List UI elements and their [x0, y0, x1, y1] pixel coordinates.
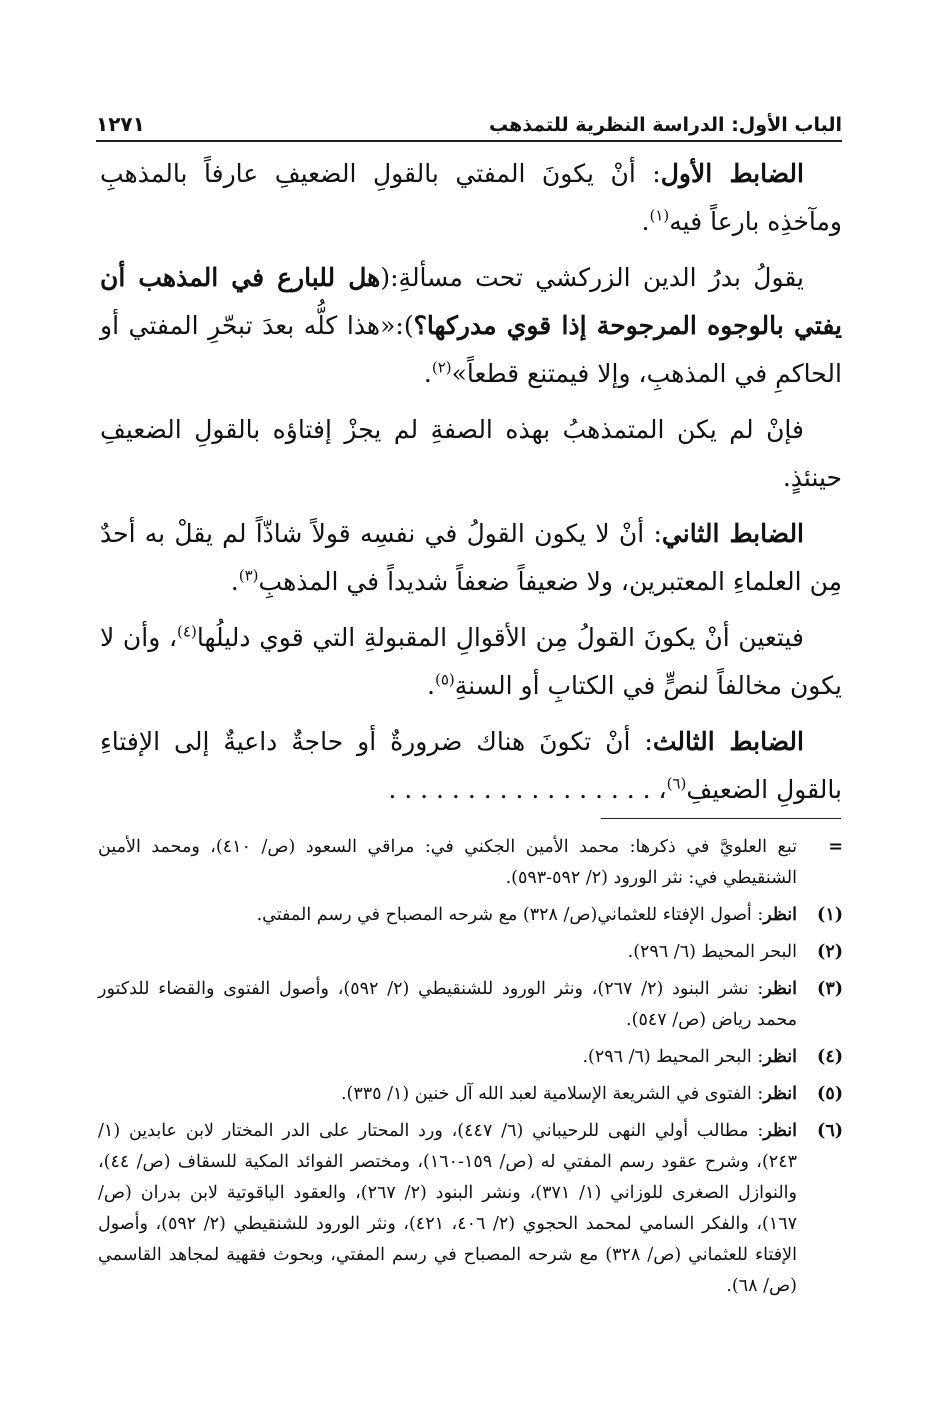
footnotes	[98, 832, 843, 1308]
paragraph-text: ):«هذا كلُّه بعدَ تبحّرِ المفتي أو الحاكمِ في المذهبِ، وإلا فيمتنع قطعاً»	[100, 311, 842, 388]
paragraph-third-rule: الضابط الثالث: أنْ تكونَ هناك ضرورةٌ أو حاجةٌ داعيةٌ إلى الإفتاءِ بالقولِ الضعيفِ$^{(٦)}$، . . . . . . . . . . . . . . . . .	[100, 727, 842, 804]
paragraph-text: : أنْ لا يكون القولُ في نفسِه قولاً شاذّاً لم يقلْ به أحدٌ مِن العلماءِ المعتبرين، ولا ضعيفاً ضعفاً شديداً في المذهبِ	[100, 519, 842, 596]
paragraph-text: يقولُ بدرُ الدين الزركشي تحت مسألةِ:(	[380, 263, 804, 292]
rule-label: الضابط الأول	[660, 159, 804, 188]
footnote-number: (٦)	[817, 1121, 843, 1141]
footnote-text: تبع العلويَّ في ذكرها: محمد الأمين الجكني في: مراقي السعود (ص/ ٤١٠)، ومحمد الأمين الشنقيطي في: نثر الورود (٢/ ٥٩٢-٥٩٣).	[98, 837, 797, 888]
rule-label: الضابط الثاني	[661, 519, 805, 548]
footnote-ref: (٣)	[238, 566, 259, 585]
footnote-number: (٤)	[817, 1047, 843, 1067]
footnote-item	[98, 1079, 843, 1110]
paragraph-accepted-opinion: فيتعين أنْ يكونَ القولُ مِن الأقوالِ المقبولةِ التي قوي دليلُها$^{(٤)}$، وأن لا يكون مخالفاً لنصٍّ في الكتابِ أو السنةِ$^{(٥)}$.	[100, 622, 842, 700]
footnote-item	[98, 832, 843, 894]
footnote-ref: (٦)	[666, 774, 687, 793]
paragraph-second-rule: الضابط الثاني: أنْ لا يكون القولُ في نفسِه قولاً شاذّاً لم يقلْ به أحدٌ مِن العلماءِ المعتبرين، ولا ضعيفاً ضعفاً شديداً في المذهبِ$^{(٣)}$.	[100, 519, 842, 596]
footnote-item	[98, 974, 843, 1036]
question-text: هل للبارع في المذهب أن يفتي بالوجوه المرجوحة إذا قوي مدركها؟	[100, 263, 842, 340]
footnote-item	[98, 900, 843, 931]
paragraph-consequence	[100, 406, 842, 502]
rule-label: الضابط الثالث	[652, 727, 804, 756]
footnote-ref: (٢)	[431, 358, 452, 377]
footnote-number: (١)	[817, 905, 843, 925]
main-text	[100, 150, 842, 822]
footnote-ref: (١)	[649, 206, 670, 225]
paragraph-text: فإنْ لم يكن المتمذهبُ بهذه الصفةِ لم يجزْ إفتاؤه بالقولِ الضعيفِ حينئذٍ.	[100, 415, 842, 492]
footnote-ref: (٥)	[434, 670, 455, 689]
footnote-number: (٣)	[817, 979, 843, 999]
page-number: ١٢٧١	[96, 112, 145, 136]
paragraph-zarkashi-quote: يقولُ بدرُ الدين الزركشي تحت مسألةِ:(هل للبارع في المذهب أن يفتي بالوجوه المرجوحة إذا قوي مدركها؟):«هذا كلُّه بعدَ تبحّرِ المفتي أو الحاكمِ في المذهبِ، وإلا فيمتنع قطعاً»$^{(٢)}$.	[100, 263, 842, 388]
paragraph-text: : أنْ تكونَ هناك ضرورةٌ أو حاجةٌ داعيةٌ إلى الإفتاءِ بالقولِ الضعيفِ	[100, 727, 842, 804]
footnote-separator	[601, 818, 841, 819]
footnote-item	[98, 937, 843, 968]
footnote-number: (٢)	[817, 942, 843, 962]
paragraph-text: : أنْ يكونَ المفتي بالقولِ الضعيفِ عارفاً بالمذهبِ ومآخذِه بارعاً فيه	[100, 159, 842, 236]
footnote-text: البحر المحيط (٦/ ٢٩٦).	[627, 942, 797, 962]
footnote-item	[98, 1042, 843, 1073]
footnote-text: انظر: البحر المحيط (٦/ ٢٩٦).	[582, 1047, 797, 1067]
footnote-number: =	[828, 837, 843, 857]
paragraph-first-rule: الضابط الأول: أنْ يكونَ المفتي بالقولِ الضعيفِ عارفاً بالمذهبِ ومآخذِه بارعاً فيه$^{(١)}$.	[100, 159, 842, 236]
footnote-text: انظر: مطالب أولي النهى للرحيباني (٦/ ٤٤٧)، ورد المحتار على الدر المختار لابن عابدين (١/ ٢٤٣)، وشرح عقود رسم المفتي له (ص/ ١٥٩-١٦٠)، ومختصر الفوائد المكية للسقاف (ص/ ٤٤)، والنوازل الصغرى للوزاني (١/ ٣٧١)، ونشر البنود (٢/ ٢٦٧)، والعقود الياقوتية لابن بدران (ص/ ١٦٧)، والفكر السامي لمحمد الحجوي (٢/ ٤٠٦، ٤٢١)، ونثر الورود للشنقيطي (٢/ ٥٩٢)، وأصول الإفتاء للعثماني (ص/ ٣٢٨) مع شرحه المصباح في رسم المفتي، وبحوث فقهية لمجاهد القاسمي (ص/ ٦٨).	[98, 1121, 797, 1296]
continuation-dots: . . . . . . . . . . . . . . . . .	[388, 775, 651, 804]
footnote-text: انظر: أصول الإفتاء للعثماني(ص/ ٣٢٨) مع شرحه المصباح في رسم المفتي.	[256, 905, 797, 925]
footnote-text: انظر: الفتوى في الشريعة الإسلامية لعبد الله آل خنين (١/ ٣٣٥).	[340, 1084, 797, 1104]
footnote-ref: (٤)	[177, 622, 197, 641]
footnote-number: (٥)	[817, 1084, 843, 1104]
paragraph-text: ، وأن لا يكون مخالفاً لنصٍّ في الكتابِ أو السنةِ	[100, 623, 842, 700]
running-header	[96, 104, 842, 142]
footnote-item	[98, 1116, 843, 1302]
chapter-title: الباب الأول: الدراسة النظرية للتمذهب	[489, 114, 842, 136]
paragraph-text: فيتعين أنْ يكونَ القولُ مِن الأقوالِ المقبولةِ التي قوي دليلُها	[196, 623, 804, 652]
footnote-text: انظر: نشر البنود (٢/ ٢٦٧)، ونثر الورود للشنقيطي (٢/ ٥٩٢)، وأصول الفتوى والقضاء للدكتور محمد رياض (ص/ ٥٤٧).	[98, 979, 797, 1030]
